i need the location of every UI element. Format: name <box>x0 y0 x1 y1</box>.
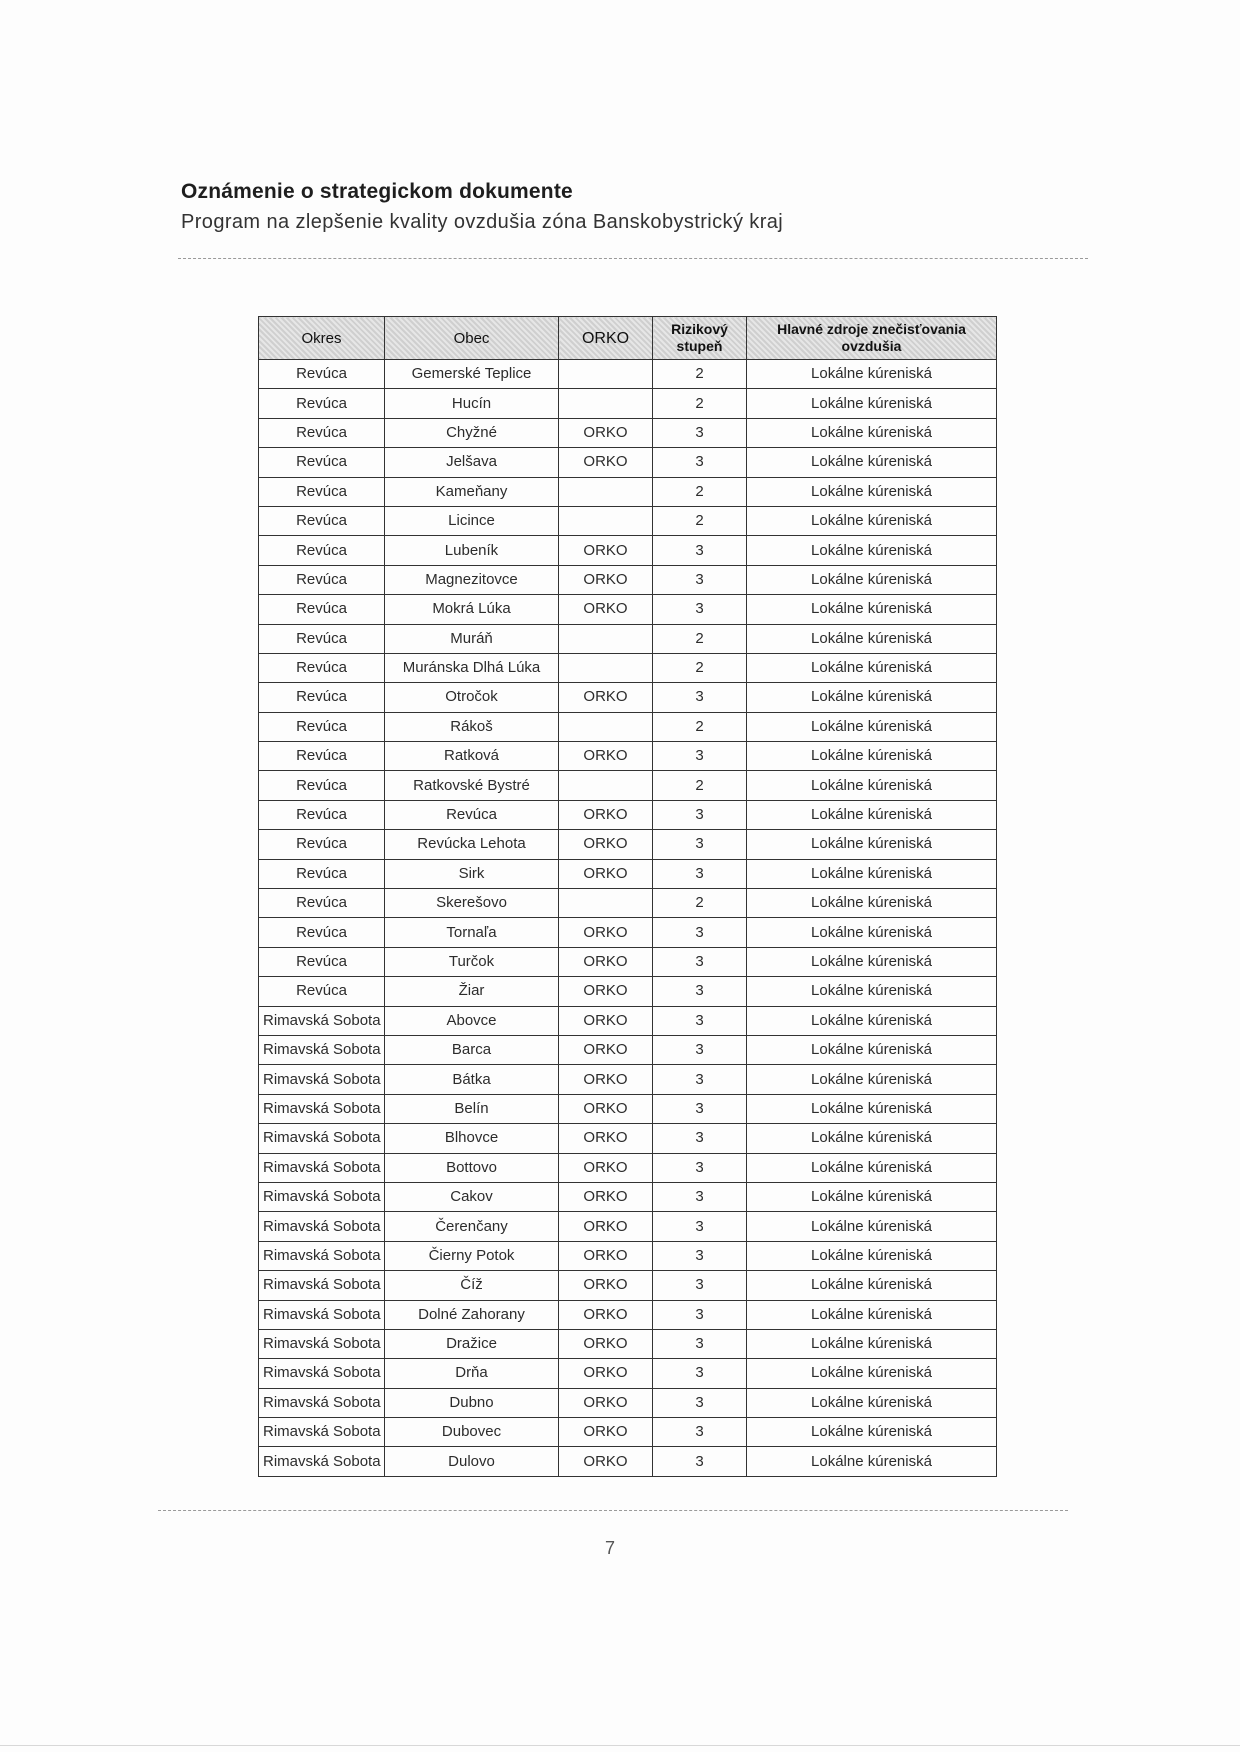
cell-rizikovy-stupen: 3 <box>653 1388 747 1417</box>
cell-hlavne-zdroje: Lokálne kúreniská <box>747 565 997 594</box>
table-row <box>259 1447 997 1476</box>
footer-divider <box>158 1510 1068 1511</box>
table-row <box>259 565 997 594</box>
cell-okres: Rimavská Sobota <box>259 1153 385 1182</box>
table-row <box>259 506 997 535</box>
cell-rizikovy-stupen: 3 <box>653 1359 747 1388</box>
column-header-hlavne-zdroje: Hlavné zdroje znečisťovania ovzdušia <box>747 317 997 360</box>
cell-rizikovy-stupen: 3 <box>653 977 747 1006</box>
cell-rizikovy-stupen: 3 <box>653 1035 747 1064</box>
cell-rizikovy-stupen: 3 <box>653 595 747 624</box>
cell-okres: Rimavská Sobota <box>259 1359 385 1388</box>
cell-okres: Rimavská Sobota <box>259 1182 385 1211</box>
cell-hlavne-zdroje: Lokálne kúreniská <box>747 1271 997 1300</box>
table-row <box>259 1153 997 1182</box>
cell-rizikovy-stupen: 3 <box>653 1182 747 1211</box>
cell-orko: ORKO <box>559 1035 653 1064</box>
cell-hlavne-zdroje: Lokálne kúreniská <box>747 1329 997 1358</box>
table-row <box>259 1388 997 1417</box>
cell-obec: Dubno <box>385 1388 559 1417</box>
table-row <box>259 683 997 712</box>
cell-okres: Rimavská Sobota <box>259 1065 385 1094</box>
cell-hlavne-zdroje: Lokálne kúreniská <box>747 1094 997 1123</box>
cell-rizikovy-stupen: 3 <box>653 1241 747 1270</box>
cell-orko: ORKO <box>559 1241 653 1270</box>
cell-orko: ORKO <box>559 800 653 829</box>
cell-hlavne-zdroje: Lokálne kúreniská <box>747 771 997 800</box>
cell-obec: Ratkovské Bystré <box>385 771 559 800</box>
cell-hlavne-zdroje: Lokálne kúreniská <box>747 1241 997 1270</box>
cell-hlavne-zdroje: Lokálne kúreniská <box>747 712 997 741</box>
cell-hlavne-zdroje: Lokálne kúreniská <box>747 448 997 477</box>
table-row <box>259 859 997 888</box>
cell-hlavne-zdroje: Lokálne kúreniská <box>747 1212 997 1241</box>
cell-rizikovy-stupen: 3 <box>653 830 747 859</box>
municipality-table <box>258 316 997 1477</box>
cell-rizikovy-stupen: 3 <box>653 536 747 565</box>
cell-orko: ORKO <box>559 1182 653 1211</box>
cell-orko: ORKO <box>559 1447 653 1476</box>
cell-okres: Rimavská Sobota <box>259 1418 385 1447</box>
cell-okres: Rimavská Sobota <box>259 1035 385 1064</box>
cell-hlavne-zdroje: Lokálne kúreniská <box>747 1300 997 1329</box>
cell-obec: Rákoš <box>385 712 559 741</box>
cell-obec: Muráň <box>385 624 559 653</box>
table-row <box>259 477 997 506</box>
cell-hlavne-zdroje: Lokálne kúreniská <box>747 477 997 506</box>
header-divider <box>178 258 1088 259</box>
cell-okres: Rimavská Sobota <box>259 1212 385 1241</box>
cell-orko <box>559 506 653 535</box>
cell-orko: ORKO <box>559 1418 653 1447</box>
cell-orko: ORKO <box>559 1153 653 1182</box>
cell-okres: Rimavská Sobota <box>259 1271 385 1300</box>
cell-okres: Revúca <box>259 418 385 447</box>
cell-obec: Drňa <box>385 1359 559 1388</box>
table-row <box>259 1271 997 1300</box>
cell-hlavne-zdroje: Lokálne kúreniská <box>747 506 997 535</box>
cell-hlavne-zdroje: Lokálne kúreniská <box>747 742 997 771</box>
cell-obec: Kameňany <box>385 477 559 506</box>
cell-okres: Revúca <box>259 477 385 506</box>
cell-obec: Jelšava <box>385 448 559 477</box>
cell-okres: Revúca <box>259 771 385 800</box>
cell-rizikovy-stupen: 3 <box>653 1271 747 1300</box>
cell-okres: Revúca <box>259 536 385 565</box>
cell-okres: Revúca <box>259 800 385 829</box>
cell-orko: ORKO <box>559 1271 653 1300</box>
cell-hlavne-zdroje: Lokálne kúreniská <box>747 418 997 447</box>
table-row <box>259 830 997 859</box>
cell-orko <box>559 477 653 506</box>
cell-rizikovy-stupen: 2 <box>653 477 747 506</box>
cell-orko: ORKO <box>559 1212 653 1241</box>
cell-orko: ORKO <box>559 1006 653 1035</box>
table-row <box>259 595 997 624</box>
cell-rizikovy-stupen: 2 <box>653 889 747 918</box>
table-row <box>259 977 997 1006</box>
table-row <box>259 536 997 565</box>
cell-obec: Lubeník <box>385 536 559 565</box>
cell-obec: Muránska Dlhá Lúka <box>385 653 559 682</box>
cell-okres: Revúca <box>259 360 385 389</box>
cell-orko: ORKO <box>559 742 653 771</box>
cell-hlavne-zdroje: Lokálne kúreniská <box>747 360 997 389</box>
cell-hlavne-zdroje: Lokálne kúreniská <box>747 683 997 712</box>
cell-rizikovy-stupen: 2 <box>653 624 747 653</box>
cell-rizikovy-stupen: 2 <box>653 360 747 389</box>
cell-okres: Rimavská Sobota <box>259 1447 385 1476</box>
cell-hlavne-zdroje: Lokálne kúreniská <box>747 1359 997 1388</box>
table-row <box>259 771 997 800</box>
cell-rizikovy-stupen: 3 <box>653 1418 747 1447</box>
table-row <box>259 653 997 682</box>
cell-okres: Rimavská Sobota <box>259 1094 385 1123</box>
cell-okres: Rimavská Sobota <box>259 1300 385 1329</box>
cell-orko: ORKO <box>559 947 653 976</box>
table-row <box>259 712 997 741</box>
column-header-okres: Okres <box>259 317 385 360</box>
cell-hlavne-zdroje: Lokálne kúreniská <box>747 830 997 859</box>
cell-orko <box>559 360 653 389</box>
cell-obec: Revúcka Lehota <box>385 830 559 859</box>
cell-orko: ORKO <box>559 536 653 565</box>
cell-hlavne-zdroje: Lokálne kúreniská <box>747 859 997 888</box>
document-header <box>181 180 1081 234</box>
cell-okres: Revúca <box>259 889 385 918</box>
cell-obec: Žiar <box>385 977 559 1006</box>
table-row <box>259 389 997 418</box>
cell-okres: Revúca <box>259 624 385 653</box>
cell-rizikovy-stupen: 3 <box>653 1065 747 1094</box>
cell-orko: ORKO <box>559 683 653 712</box>
cell-orko: ORKO <box>559 977 653 1006</box>
cell-orko: ORKO <box>559 859 653 888</box>
cell-hlavne-zdroje: Lokálne kúreniská <box>747 389 997 418</box>
cell-orko: ORKO <box>559 918 653 947</box>
cell-rizikovy-stupen: 2 <box>653 771 747 800</box>
cell-okres: Revúca <box>259 859 385 888</box>
cell-rizikovy-stupen: 2 <box>653 712 747 741</box>
cell-okres: Revúca <box>259 565 385 594</box>
cell-okres: Revúca <box>259 918 385 947</box>
cell-orko <box>559 624 653 653</box>
cell-obec: Blhovce <box>385 1124 559 1153</box>
table-row <box>259 1212 997 1241</box>
cell-okres: Revúca <box>259 595 385 624</box>
cell-obec: Bátka <box>385 1065 559 1094</box>
table-row <box>259 448 997 477</box>
table-row <box>259 1418 997 1447</box>
cell-orko <box>559 771 653 800</box>
cell-rizikovy-stupen: 3 <box>653 1124 747 1153</box>
cell-obec: Číž <box>385 1271 559 1300</box>
cell-rizikovy-stupen: 3 <box>653 1447 747 1476</box>
cell-rizikovy-stupen: 3 <box>653 947 747 976</box>
cell-rizikovy-stupen: 3 <box>653 1006 747 1035</box>
table-row <box>259 918 997 947</box>
cell-okres: Revúca <box>259 683 385 712</box>
cell-hlavne-zdroje: Lokálne kúreniská <box>747 595 997 624</box>
table-row <box>259 800 997 829</box>
cell-orko: ORKO <box>559 830 653 859</box>
table-body <box>259 360 997 1477</box>
cell-obec: Čerenčany <box>385 1212 559 1241</box>
cell-obec: Sirk <box>385 859 559 888</box>
cell-rizikovy-stupen: 2 <box>653 653 747 682</box>
document-title: Oznámenie o strategickom dokumente <box>181 180 573 203</box>
cell-orko: ORKO <box>559 1065 653 1094</box>
cell-orko <box>559 712 653 741</box>
cell-okres: Revúca <box>259 830 385 859</box>
table-row <box>259 1182 997 1211</box>
cell-rizikovy-stupen: 3 <box>653 418 747 447</box>
cell-rizikovy-stupen: 3 <box>653 1300 747 1329</box>
cell-hlavne-zdroje: Lokálne kúreniská <box>747 800 997 829</box>
cell-okres: Revúca <box>259 448 385 477</box>
cell-hlavne-zdroje: Lokálne kúreniská <box>747 1418 997 1447</box>
table-row <box>259 742 997 771</box>
cell-obec: Skerešovo <box>385 889 559 918</box>
table-row <box>259 624 997 653</box>
cell-orko: ORKO <box>559 448 653 477</box>
cell-orko <box>559 653 653 682</box>
cell-orko: ORKO <box>559 1094 653 1123</box>
table-row <box>259 418 997 447</box>
cell-obec: Dubovec <box>385 1418 559 1447</box>
cell-okres: Revúca <box>259 653 385 682</box>
cell-orko <box>559 889 653 918</box>
cell-obec: Magnezitovce <box>385 565 559 594</box>
cell-rizikovy-stupen: 2 <box>653 506 747 535</box>
column-header-rizikovy-stupen: Rizikový stupeň <box>653 317 747 360</box>
cell-hlavne-zdroje: Lokálne kúreniská <box>747 1006 997 1035</box>
column-header-obec: Obec <box>385 317 559 360</box>
table-row <box>259 1329 997 1358</box>
table-row <box>259 889 997 918</box>
cell-rizikovy-stupen: 3 <box>653 918 747 947</box>
cell-orko: ORKO <box>559 418 653 447</box>
cell-rizikovy-stupen: 3 <box>653 1153 747 1182</box>
cell-rizikovy-stupen: 3 <box>653 1094 747 1123</box>
cell-orko: ORKO <box>559 1300 653 1329</box>
cell-obec: Revúca <box>385 800 559 829</box>
cell-orko: ORKO <box>559 1124 653 1153</box>
cell-obec: Mokrá Lúka <box>385 595 559 624</box>
cell-obec: Otročok <box>385 683 559 712</box>
cell-hlavne-zdroje: Lokálne kúreniská <box>747 918 997 947</box>
cell-orko: ORKO <box>559 565 653 594</box>
table-row <box>259 1124 997 1153</box>
cell-hlavne-zdroje: Lokálne kúreniská <box>747 1182 997 1211</box>
cell-hlavne-zdroje: Lokálne kúreniská <box>747 1388 997 1417</box>
table-row <box>259 1300 997 1329</box>
cell-obec: Abovce <box>385 1006 559 1035</box>
cell-obec: Barca <box>385 1035 559 1064</box>
cell-orko <box>559 389 653 418</box>
cell-rizikovy-stupen: 3 <box>653 859 747 888</box>
cell-rizikovy-stupen: 3 <box>653 742 747 771</box>
table-row <box>259 1035 997 1064</box>
cell-hlavne-zdroje: Lokálne kúreniská <box>747 1035 997 1064</box>
table-row <box>259 1094 997 1123</box>
scan-edge <box>0 1745 1240 1746</box>
cell-hlavne-zdroje: Lokálne kúreniská <box>747 947 997 976</box>
cell-obec: Cakov <box>385 1182 559 1211</box>
cell-okres: Revúca <box>259 742 385 771</box>
table-row <box>259 1359 997 1388</box>
cell-rizikovy-stupen: 3 <box>653 565 747 594</box>
cell-okres: Rimavská Sobota <box>259 1006 385 1035</box>
cell-obec: Dražice <box>385 1329 559 1358</box>
table-row <box>259 360 997 389</box>
cell-obec: Belín <box>385 1094 559 1123</box>
cell-hlavne-zdroje: Lokálne kúreniská <box>747 1153 997 1182</box>
table-row <box>259 947 997 976</box>
cell-orko: ORKO <box>559 1388 653 1417</box>
cell-obec: Dolné Zahorany <box>385 1300 559 1329</box>
cell-okres: Rimavská Sobota <box>259 1124 385 1153</box>
cell-obec: Bottovo <box>385 1153 559 1182</box>
cell-obec: Chyžné <box>385 418 559 447</box>
cell-hlavne-zdroje: Lokálne kúreniská <box>747 1065 997 1094</box>
cell-rizikovy-stupen: 3 <box>653 800 747 829</box>
column-header-orko: ORKO <box>559 317 653 360</box>
cell-hlavne-zdroje: Lokálne kúreniská <box>747 653 997 682</box>
cell-hlavne-zdroje: Lokálne kúreniská <box>747 1124 997 1153</box>
cell-okres: Revúca <box>259 947 385 976</box>
table-header-row <box>259 317 997 360</box>
cell-rizikovy-stupen: 3 <box>653 683 747 712</box>
cell-orko: ORKO <box>559 1329 653 1358</box>
cell-obec: Hucín <box>385 389 559 418</box>
cell-obec: Turčok <box>385 947 559 976</box>
table-row <box>259 1006 997 1035</box>
cell-rizikovy-stupen: 2 <box>653 389 747 418</box>
cell-hlavne-zdroje: Lokálne kúreniská <box>747 889 997 918</box>
cell-hlavne-zdroje: Lokálne kúreniská <box>747 977 997 1006</box>
cell-okres: Revúca <box>259 977 385 1006</box>
cell-okres: Revúca <box>259 712 385 741</box>
cell-obec: Licince <box>385 506 559 535</box>
cell-rizikovy-stupen: 3 <box>653 1212 747 1241</box>
cell-okres: Revúca <box>259 506 385 535</box>
cell-obec: Ratková <box>385 742 559 771</box>
cell-okres: Rimavská Sobota <box>259 1329 385 1358</box>
cell-okres: Rimavská Sobota <box>259 1241 385 1270</box>
page-number: 7 <box>604 1538 615 1558</box>
table-row <box>259 1065 997 1094</box>
table-row <box>259 1241 997 1270</box>
cell-rizikovy-stupen: 3 <box>653 448 747 477</box>
cell-hlavne-zdroje: Lokálne kúreniská <box>747 1447 997 1476</box>
cell-hlavne-zdroje: Lokálne kúreniská <box>747 536 997 565</box>
cell-rizikovy-stupen: 3 <box>653 1329 747 1358</box>
cell-orko: ORKO <box>559 595 653 624</box>
cell-obec: Dulovo <box>385 1447 559 1476</box>
cell-okres: Revúca <box>259 389 385 418</box>
cell-okres: Rimavská Sobota <box>259 1388 385 1417</box>
cell-hlavne-zdroje: Lokálne kúreniská <box>747 624 997 653</box>
document-subtitle: Program na zlepšenie kvality ovzdušia zóna Banskobystrický kraj <box>181 211 784 233</box>
cell-obec: Čierny Potok <box>385 1241 559 1270</box>
cell-orko: ORKO <box>559 1359 653 1388</box>
cell-obec: Tornaľa <box>385 918 559 947</box>
cell-obec: Gemerské Teplice <box>385 360 559 389</box>
